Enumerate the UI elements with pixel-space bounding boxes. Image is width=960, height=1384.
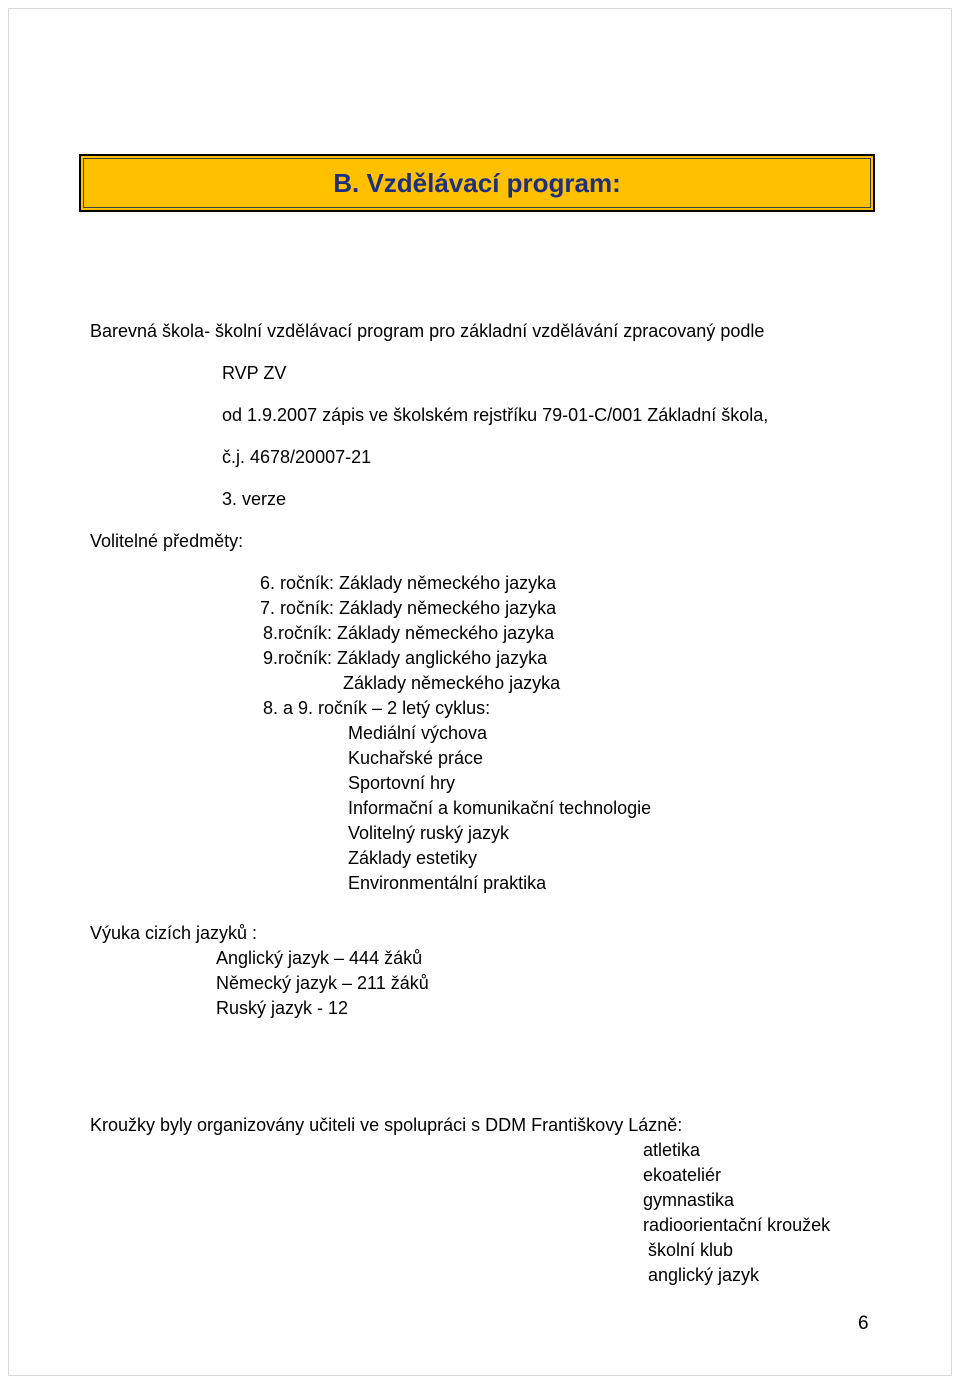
cycle-subject: Informační a komunikační technologie xyxy=(348,798,652,818)
page-number: 6 xyxy=(858,1313,869,1334)
languages-heading: Výuka cizích jazyků : xyxy=(90,923,258,943)
program-line-1: Barevná škola- školní vzdělávací program pro základní vzdělávání zpracovaný podle xyxy=(90,321,765,341)
cycle-subject: Environmentální praktika xyxy=(348,873,547,893)
cycle-subject: Sportovní hry xyxy=(348,773,456,793)
cycle-subject: Kuchařské práce xyxy=(348,748,484,768)
language-item: Ruský jazyk - 12 xyxy=(216,998,349,1018)
section-title: B. Vzdělávací program: xyxy=(333,167,621,198)
club-item: ekoateliér xyxy=(643,1165,722,1185)
language-item: Anglický jazyk – 444 žáků xyxy=(216,948,423,968)
program-line-2: RVP ZV xyxy=(222,363,287,383)
club-item: anglický jazyk xyxy=(648,1265,760,1285)
language-item: Německý jazyk – 211 žáků xyxy=(216,973,429,993)
program-line-3: od 1.9.2007 zápis ve školském rejstříku 79-01-C/001 Základní škola, xyxy=(222,405,769,425)
cycle-subject: Volitelný ruský jazyk xyxy=(348,823,510,843)
elective-item: Základy německého jazyka xyxy=(343,673,561,693)
cycle-subject: Mediální výchova xyxy=(348,723,488,743)
program-line-5: 3. verze xyxy=(222,489,287,509)
electives-heading: Volitelné předměty: xyxy=(90,531,244,551)
cycle-subject: Základy estetiky xyxy=(348,848,478,868)
program-line-4: č.j. 4678/20007-21 xyxy=(222,447,372,467)
section-title-box xyxy=(79,154,875,212)
club-item: atletika xyxy=(643,1140,701,1160)
clubs-heading: Kroužky byly organizovány učiteli ve spolupráci s DDM Františkovy Lázně: xyxy=(90,1115,683,1135)
elective-item: 9.ročník: Základy anglického jazyka xyxy=(263,648,548,668)
club-item: radioorientační kroužek xyxy=(643,1215,831,1235)
elective-item: 8. a 9. ročník – 2 letý cyklus: xyxy=(263,698,491,718)
club-item: gymnastika xyxy=(643,1190,735,1210)
elective-item: 7. ročník: Základy německého jazyka xyxy=(260,598,557,618)
club-item: školní klub xyxy=(648,1240,734,1260)
elective-item: 8.ročník: Základy německého jazyka xyxy=(263,623,555,643)
elective-item: 6. ročník: Základy německého jazyka xyxy=(260,573,557,593)
